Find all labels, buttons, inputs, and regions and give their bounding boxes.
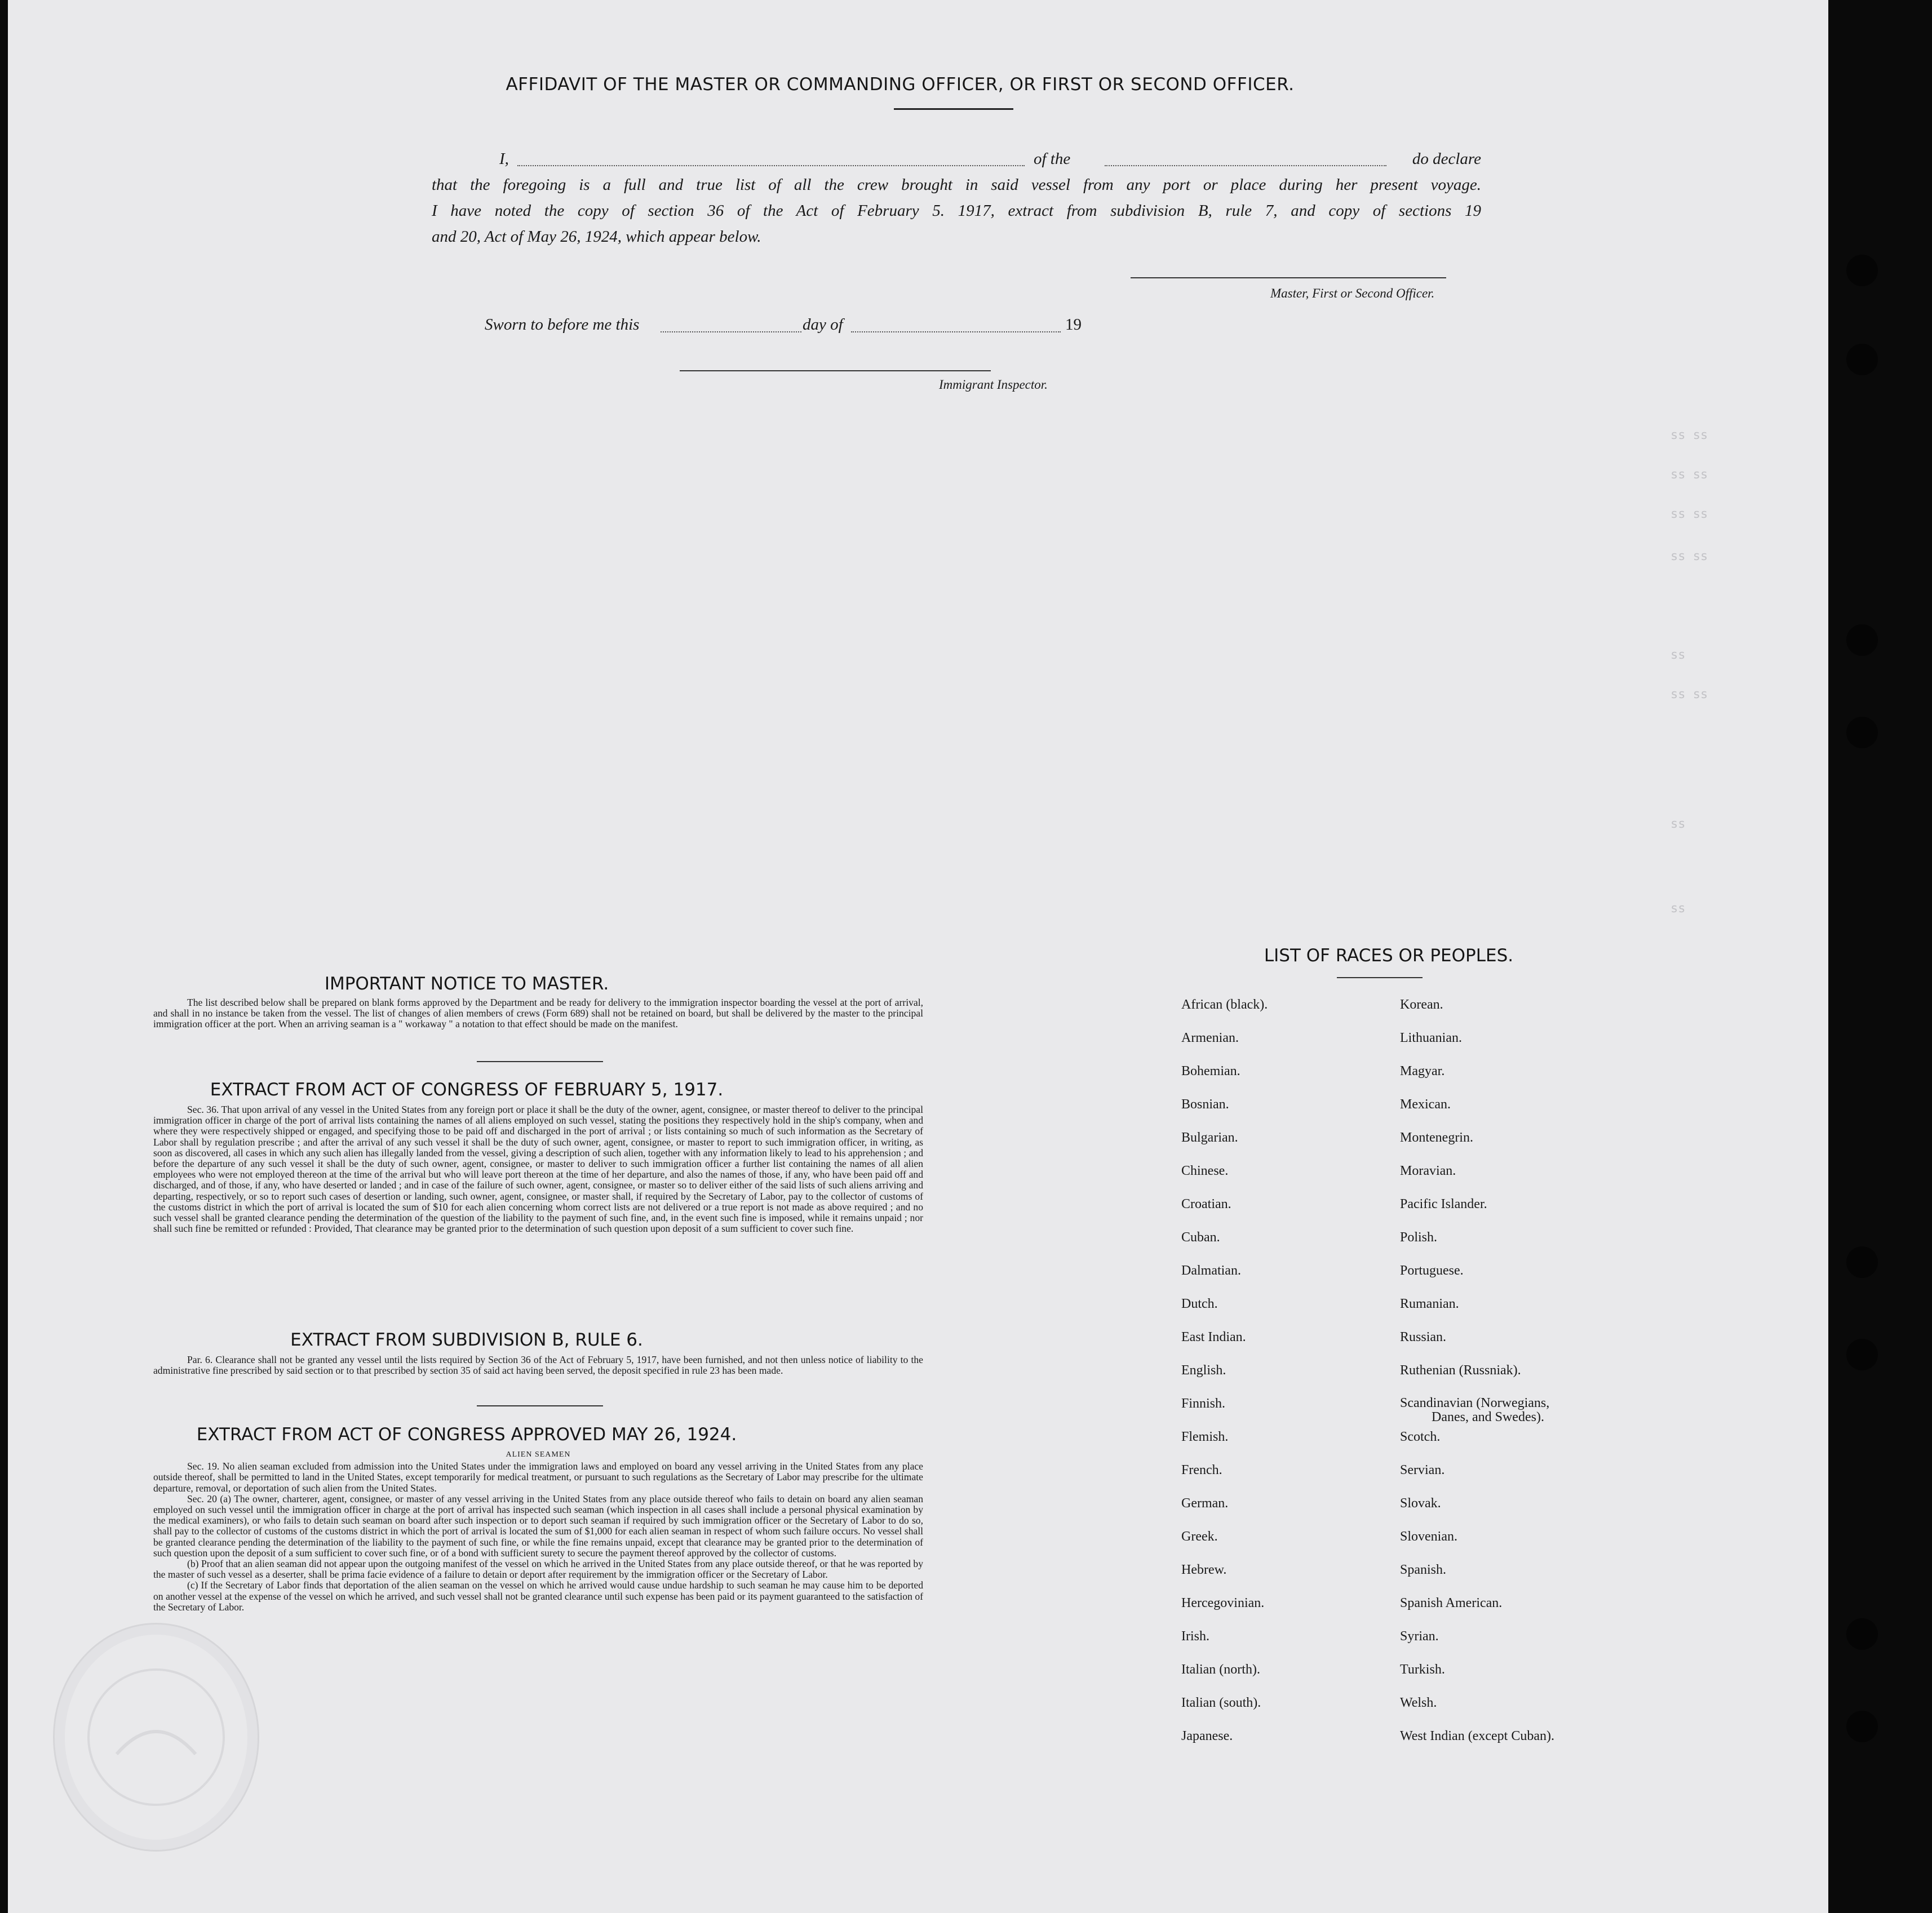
race-item: Slovenian. bbox=[1400, 1529, 1457, 1544]
race-item: Croatian. bbox=[1181, 1197, 1231, 1211]
race-item: African (black). bbox=[1181, 997, 1268, 1012]
punch-hole bbox=[1846, 1339, 1878, 1370]
notice-paragraph: The list described below shall be prepared on blank forms approved by the Department and be ready for delivery to the immigration inspector boarding the vessel at the port of arrival, and shall in no instance be taken from the vessel. The list of changes of alien members of crews (Form 689) shall not be retained on board, but shall be delivered by the master to the principal immigration officer at the port. When an arriving seaman is a " workaway " a notation to that effect should be made on the manifest. bbox=[153, 997, 923, 1030]
master-signature-caption: Master, First or Second Officer. bbox=[1270, 286, 1435, 300]
race-item: Italian (south). bbox=[1181, 1695, 1261, 1710]
race-item: Irish. bbox=[1181, 1629, 1209, 1644]
section-20c-paragraph: (c) If the Secretary of Labor finds that deportation of the alien seaman on the vessel on which he arrived would cause undue hardship to such seaman he may cause him to be deported on another vessel at the expense of the vessel on which he arrived, and such vessel shall not be granted clearance until such expense has been paid or its payment guaranteed to the satisfaction of the Secretary of Labor. bbox=[153, 1579, 923, 1613]
race-item: East Indian. bbox=[1181, 1330, 1246, 1344]
race-item: Moravian. bbox=[1400, 1164, 1456, 1178]
race-item: Welsh. bbox=[1400, 1695, 1437, 1710]
punch-hole bbox=[1846, 344, 1878, 375]
race-item: Lithuanian. bbox=[1400, 1031, 1462, 1045]
races-title-underline bbox=[1337, 977, 1423, 978]
race-item: Hercegovinian. bbox=[1181, 1596, 1265, 1610]
race-item: Syrian. bbox=[1400, 1629, 1439, 1644]
punch-hole bbox=[1846, 717, 1878, 748]
punch-hole bbox=[1846, 624, 1878, 656]
race-item: Turkish. bbox=[1400, 1662, 1445, 1677]
divider bbox=[477, 1405, 603, 1406]
race-item: Spanish American. bbox=[1400, 1596, 1503, 1610]
race-item: Hebrew. bbox=[1181, 1563, 1227, 1577]
race-item: French. bbox=[1181, 1463, 1222, 1477]
races-title: LIST OF RACES OR PEOPLES. bbox=[1264, 946, 1514, 966]
race-item: Montenegrin. bbox=[1400, 1130, 1473, 1145]
race-item: Dutch. bbox=[1181, 1297, 1218, 1311]
race-item: Russian. bbox=[1400, 1330, 1447, 1344]
divider bbox=[477, 1061, 603, 1062]
race-item: Scotch. bbox=[1400, 1430, 1441, 1444]
races-right-column bbox=[1400, 997, 1554, 1762]
affidavit-title: AFFIDAVIT OF THE MASTER OR COMMANDING OFFICER, OR FIRST OR SECOND OFFICER. bbox=[506, 74, 1295, 95]
race-item: Rumanian. bbox=[1400, 1297, 1459, 1311]
notice-body bbox=[153, 997, 923, 1030]
section-20a-paragraph: Sec. 20 (a) The owner, charterer, agent, consignee, or master of any vessel arriving in the United States from any place outside thereof who fails to detain on board any alien seaman employed on such vessel until the immigration officer in charge at the port of arrival has inspected such seaman (which inspection in all cases shall include a personal physical examination by the medical examiners), or who fails to detain such seaman on board after such inspection or to deport such seaman if required by such immigration officer or the Secretary of Labor to do so, shall pay to the collector of customs of the customs district in which the port of arrival is located the sum of $1,000 for each alien seaman in respect of whom such failure occurs. No vessel shall be granted clearance pending the determination of the liability to the payment of such fine, or while the fine remains unpaid, except that clearance may be granted prior to the determination of such question upon the deposit of a sum sufficient to cover such fine, or of a bond with sufficient surety to secure the payment thereof approved by the collector of customs. bbox=[153, 1493, 923, 1559]
race-item: Polish. bbox=[1400, 1230, 1438, 1245]
race-item-scandinavian bbox=[1400, 1396, 1554, 1430]
race-item: German. bbox=[1181, 1496, 1229, 1511]
affidavit-line3: I have noted the copy of section 36 of the Act of February 5. 1917, extract from subdivision B, rule 7, and copy of sections 19 bbox=[432, 202, 1481, 220]
extract-1917-body bbox=[153, 1104, 923, 1234]
sworn-prefix: Sworn to before me this bbox=[485, 316, 640, 334]
race-item-continuation: Danes, and Swedes). bbox=[1432, 1410, 1544, 1424]
affidavit-line1-do-declare: do declare bbox=[1412, 150, 1481, 168]
race-item: Dalmatian. bbox=[1181, 1263, 1241, 1278]
race-item: Finnish. bbox=[1181, 1396, 1226, 1411]
document-page bbox=[8, 0, 1828, 1913]
race-item: Mexican. bbox=[1400, 1097, 1451, 1112]
bleed-through-text: ss ss ss ss ss ss ss ss ss ss ss ss ss bbox=[1670, 428, 1708, 916]
races-left-column bbox=[1181, 997, 1268, 1762]
race-item: Portuguese. bbox=[1400, 1263, 1464, 1278]
extract-1917-title: EXTRACT FROM ACT OF CONGRESS OF FEBRUARY 5, 1917. bbox=[210, 1080, 724, 1100]
race-item: Spanish. bbox=[1400, 1563, 1447, 1577]
race-item: Bohemian. bbox=[1181, 1064, 1240, 1078]
race-item: Cuban. bbox=[1181, 1230, 1220, 1245]
section-20b-paragraph: (b) Proof that an alien seaman did not appear upon the outgoing manifest of the vessel on which he arrived in the United States from any place outside thereof, or that he was reported by the master of such vessel as a deserter, shall be prima facie evidence of a failure to detain or deport after requirement by the immigration officer or the Secretary of Labor. bbox=[153, 1558, 923, 1581]
extract-1924-title: EXTRACT FROM ACT OF CONGRESS APPROVED MAY 26, 1924. bbox=[196, 1424, 737, 1445]
affidavit-line1-i: I, bbox=[499, 150, 509, 168]
rule-6-body bbox=[153, 1355, 923, 1376]
punch-hole bbox=[1846, 255, 1878, 286]
sworn-day-of: day of bbox=[803, 316, 843, 334]
race-item: Bosnian. bbox=[1181, 1097, 1229, 1112]
race-item: Ruthenian (Russniak). bbox=[1400, 1363, 1521, 1378]
rule-6-paragraph: Par. 6. Clearance shall not be granted any vessel until the lists required by Section 36 of the Act of February 5, 1917, have been furnished, and not then unless notice of liability to the administrative fine prescribed by said section or to that prescribed by section 35 of said act having been served, the deposit specified in rule 23 has been made. bbox=[153, 1354, 923, 1377]
race-item: Japanese. bbox=[1181, 1729, 1233, 1743]
race-item: Magyar. bbox=[1400, 1064, 1445, 1078]
affidavit-line2: that the foregoing is a full and true list of all the crew brought in said vessel from any port or place during her present voyage. bbox=[432, 176, 1481, 194]
race-item: Italian (north). bbox=[1181, 1662, 1260, 1677]
affidavit-line4: and 20, Act of May 26, 1924, which appear below. bbox=[432, 228, 761, 246]
alien-seamen-subtitle: ALIEN SEAMEN bbox=[506, 1450, 571, 1459]
race-item: Armenian. bbox=[1181, 1031, 1239, 1045]
race-item: Scandinavian (Norwegians, bbox=[1400, 1396, 1550, 1410]
race-item: West Indian (except Cuban). bbox=[1400, 1729, 1554, 1743]
extract-1924-body bbox=[153, 1447, 923, 1613]
section-36-paragraph: Sec. 36. That upon arrival of any vessel in the United States from any foreign port or place it shall be the duty of the owner, agent, consignee, or master thereof to deliver to the principal immigration officer in charge of the port of arrival lists containing the names of all aliens employed on such vessel, stating the positions they respectively hold in the ship's company, when and where they were respectively shipped or engaged, and specifying those to be paid off and discharged in the port of arrival ; or lists containing so much of such information as the Secretary of Labor shall by regulation prescribe ; and after the arrival of any such vessel it shall be the duty of such owner, agent, consignee, or master to report to such immigration officer, in writing, as soon as discovered, all cases in which any such alien has illegally landed from the vessel, giving a description of such alien, together with any information likely to lead to his apprehension ; and before the departure of any such vessel it shall be the duty of such owner, agent, consignee, or master to deliver to such immigration officer a further list containing the names of all alien employees who were not employed thereon at the time of the arrival but who will leave port thereon at the time of her departure, and also the names of those, if any, who have been paid off and discharged, and of those, if any, who have deserted or landed ; and in case of the failure of such owner, agent, consignee, or master so to deliver either of the said lists of such aliens arriving and departing, respectively, or so to report such cases of desertion or landing, such owner, agent, consignee, or master shall, if required by the Secretary of Labor, pay to the collector of customs of the customs district in which the port of arrival is located the sum of $10 for each alien concerning whom correct lists are not delivered or a true report is not made as above required ; and no such vessel shall be granted clearance pending the determination of the question of the liability to the payment of such fine, and, in the event such fine is imposed, while it remains unpaid ; nor shall such fine be remitted or refunded : Provided, That clearance may be granted prior to the determination of such question upon deposit of a sum sufficient to cover such fine. bbox=[153, 1104, 923, 1235]
rule-6-title: EXTRACT FROM SUBDIVISION B, RULE 6. bbox=[290, 1330, 643, 1350]
sworn-year: 19 bbox=[1065, 316, 1082, 334]
race-item: Slovak. bbox=[1400, 1496, 1441, 1511]
race-item: Bulgarian. bbox=[1181, 1130, 1238, 1145]
inspector-caption: Immigrant Inspector. bbox=[939, 378, 1048, 392]
race-item: Pacific Islander. bbox=[1400, 1197, 1487, 1211]
race-item: English. bbox=[1181, 1363, 1226, 1378]
race-item: Greek. bbox=[1181, 1529, 1218, 1544]
section-19-paragraph: Sec. 19. No alien seaman excluded from admission into the United States under the immigration laws and employed on board any vessel arriving in the United States from any place outside thereof, shall be permitted to land in the United States, except temporarily for medical treatment, or pursuant to such regulations as the Secretary of Labor may prescribe for the ultimate departure, removal, or deportation of such alien from the United States. bbox=[153, 1461, 923, 1494]
race-item: Flemish. bbox=[1181, 1430, 1229, 1444]
embossed-seal bbox=[53, 1623, 259, 1852]
race-item: Chinese. bbox=[1181, 1164, 1229, 1178]
punch-hole bbox=[1846, 1711, 1878, 1742]
punch-hole bbox=[1846, 1246, 1878, 1278]
race-item: Servian. bbox=[1400, 1463, 1445, 1477]
race-item: Korean. bbox=[1400, 997, 1443, 1012]
notice-title: IMPORTANT NOTICE TO MASTER. bbox=[324, 974, 609, 994]
affidavit-line1-of-the: of the bbox=[1034, 150, 1071, 168]
punch-hole bbox=[1846, 1618, 1878, 1650]
